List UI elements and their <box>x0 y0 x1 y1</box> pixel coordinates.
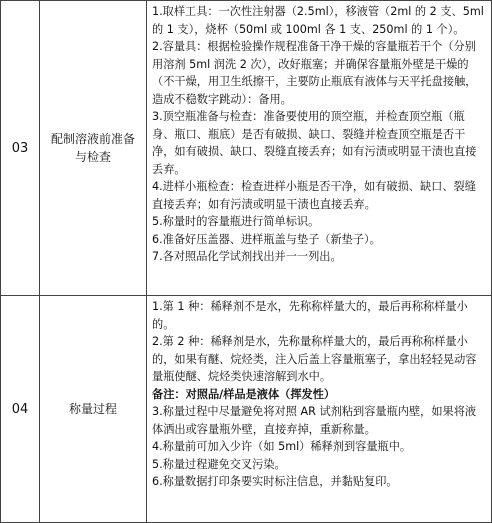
content-item: 5.称量时的容量瓶进行简单标识。 <box>152 215 320 228</box>
content-item: 6.称量数据打印条要实时标注信息，并黏贴复印。 <box>152 475 398 488</box>
table-row <box>1 296 492 523</box>
step-number: 03 <box>1 1 40 296</box>
step-number: 04 <box>1 296 40 523</box>
table-row <box>1 1 492 296</box>
content-item: 4.称量前可加入少许（如 5ml）稀释剂到容量瓶中。 <box>152 440 412 453</box>
step-title-line: 与检查 <box>74 150 111 164</box>
step-content <box>147 1 492 296</box>
content-item: 6.准备好压盖器、进样瓶盖与垫子（新垫子）。 <box>152 232 381 246</box>
content-item: 2.第 2 种：稀释剂是水，先称量称样量大的，最后再称称样量小的，如果有醚、烷烃类，注入后盖上容量瓶塞子，拿出轻轻晃动容量瓶使醚、烷烃类快速溶解到水中。 <box>152 335 477 383</box>
content-item: 3.顶空瓶准备与检查：准备要使用的顶空瓶，并检查顶空瓶（瓶身、瓶口、瓶底）是否有破损、缺口、裂缝并检查顶空瓶是否干净，如有破损、缺口、裂缝直接丢弃；如有污渍或明显干渍也直接丢弃。 <box>152 110 477 176</box>
step-title <box>40 296 147 523</box>
note-line: 备注：对照品/样品是液体（挥发性） <box>152 387 336 401</box>
content-item: 1.第 1 种：稀释剂不是水，先称称样量大的，最后再称称样量小的。 <box>152 300 468 331</box>
content-item: 4.进样小瓶检查：检查进样小瓶是否干净，如有破损、缺口、裂缝直接丢弃；如有污渍或明显干渍也直接丢弃。 <box>152 180 476 211</box>
step-content <box>147 296 492 523</box>
content-item: 1.取样工具：一次性注射器（2.5ml），移液管（2ml 的 2 支、5ml 的 1 支），烧杯（50ml 或 100ml 各 1 支、250ml 的 1 个）。 <box>152 5 484 36</box>
content-item: 7.各对照品化学试剂找出并一一列出。 <box>152 250 342 263</box>
content-item: 2.容量具：根据检验操作规程准备干净干燥的容量瓶若干个（分别用溶剂 5ml 润洗 2 次），改好瓶塞；并确保容量瓶外壁是干燥的（不干燥，用卫生纸擦干，主要防止瓶底有液体与天平托盘接触，造成不稳数字跳动）：备用。 <box>152 40 477 106</box>
content-item: 5.称量过程避免交叉污染。 <box>152 457 286 471</box>
step-title <box>40 1 147 296</box>
step-title-line: 配制溶液前准备 <box>50 132 135 146</box>
step-title-line: 称量过程 <box>68 402 117 416</box>
content-item: 3.称量过程中尽量避免将对照 AR 试剂粘到容量瓶内壁，如果将液体洒出或容量瓶外壁，直接弃掉，重新称量。 <box>152 405 477 436</box>
